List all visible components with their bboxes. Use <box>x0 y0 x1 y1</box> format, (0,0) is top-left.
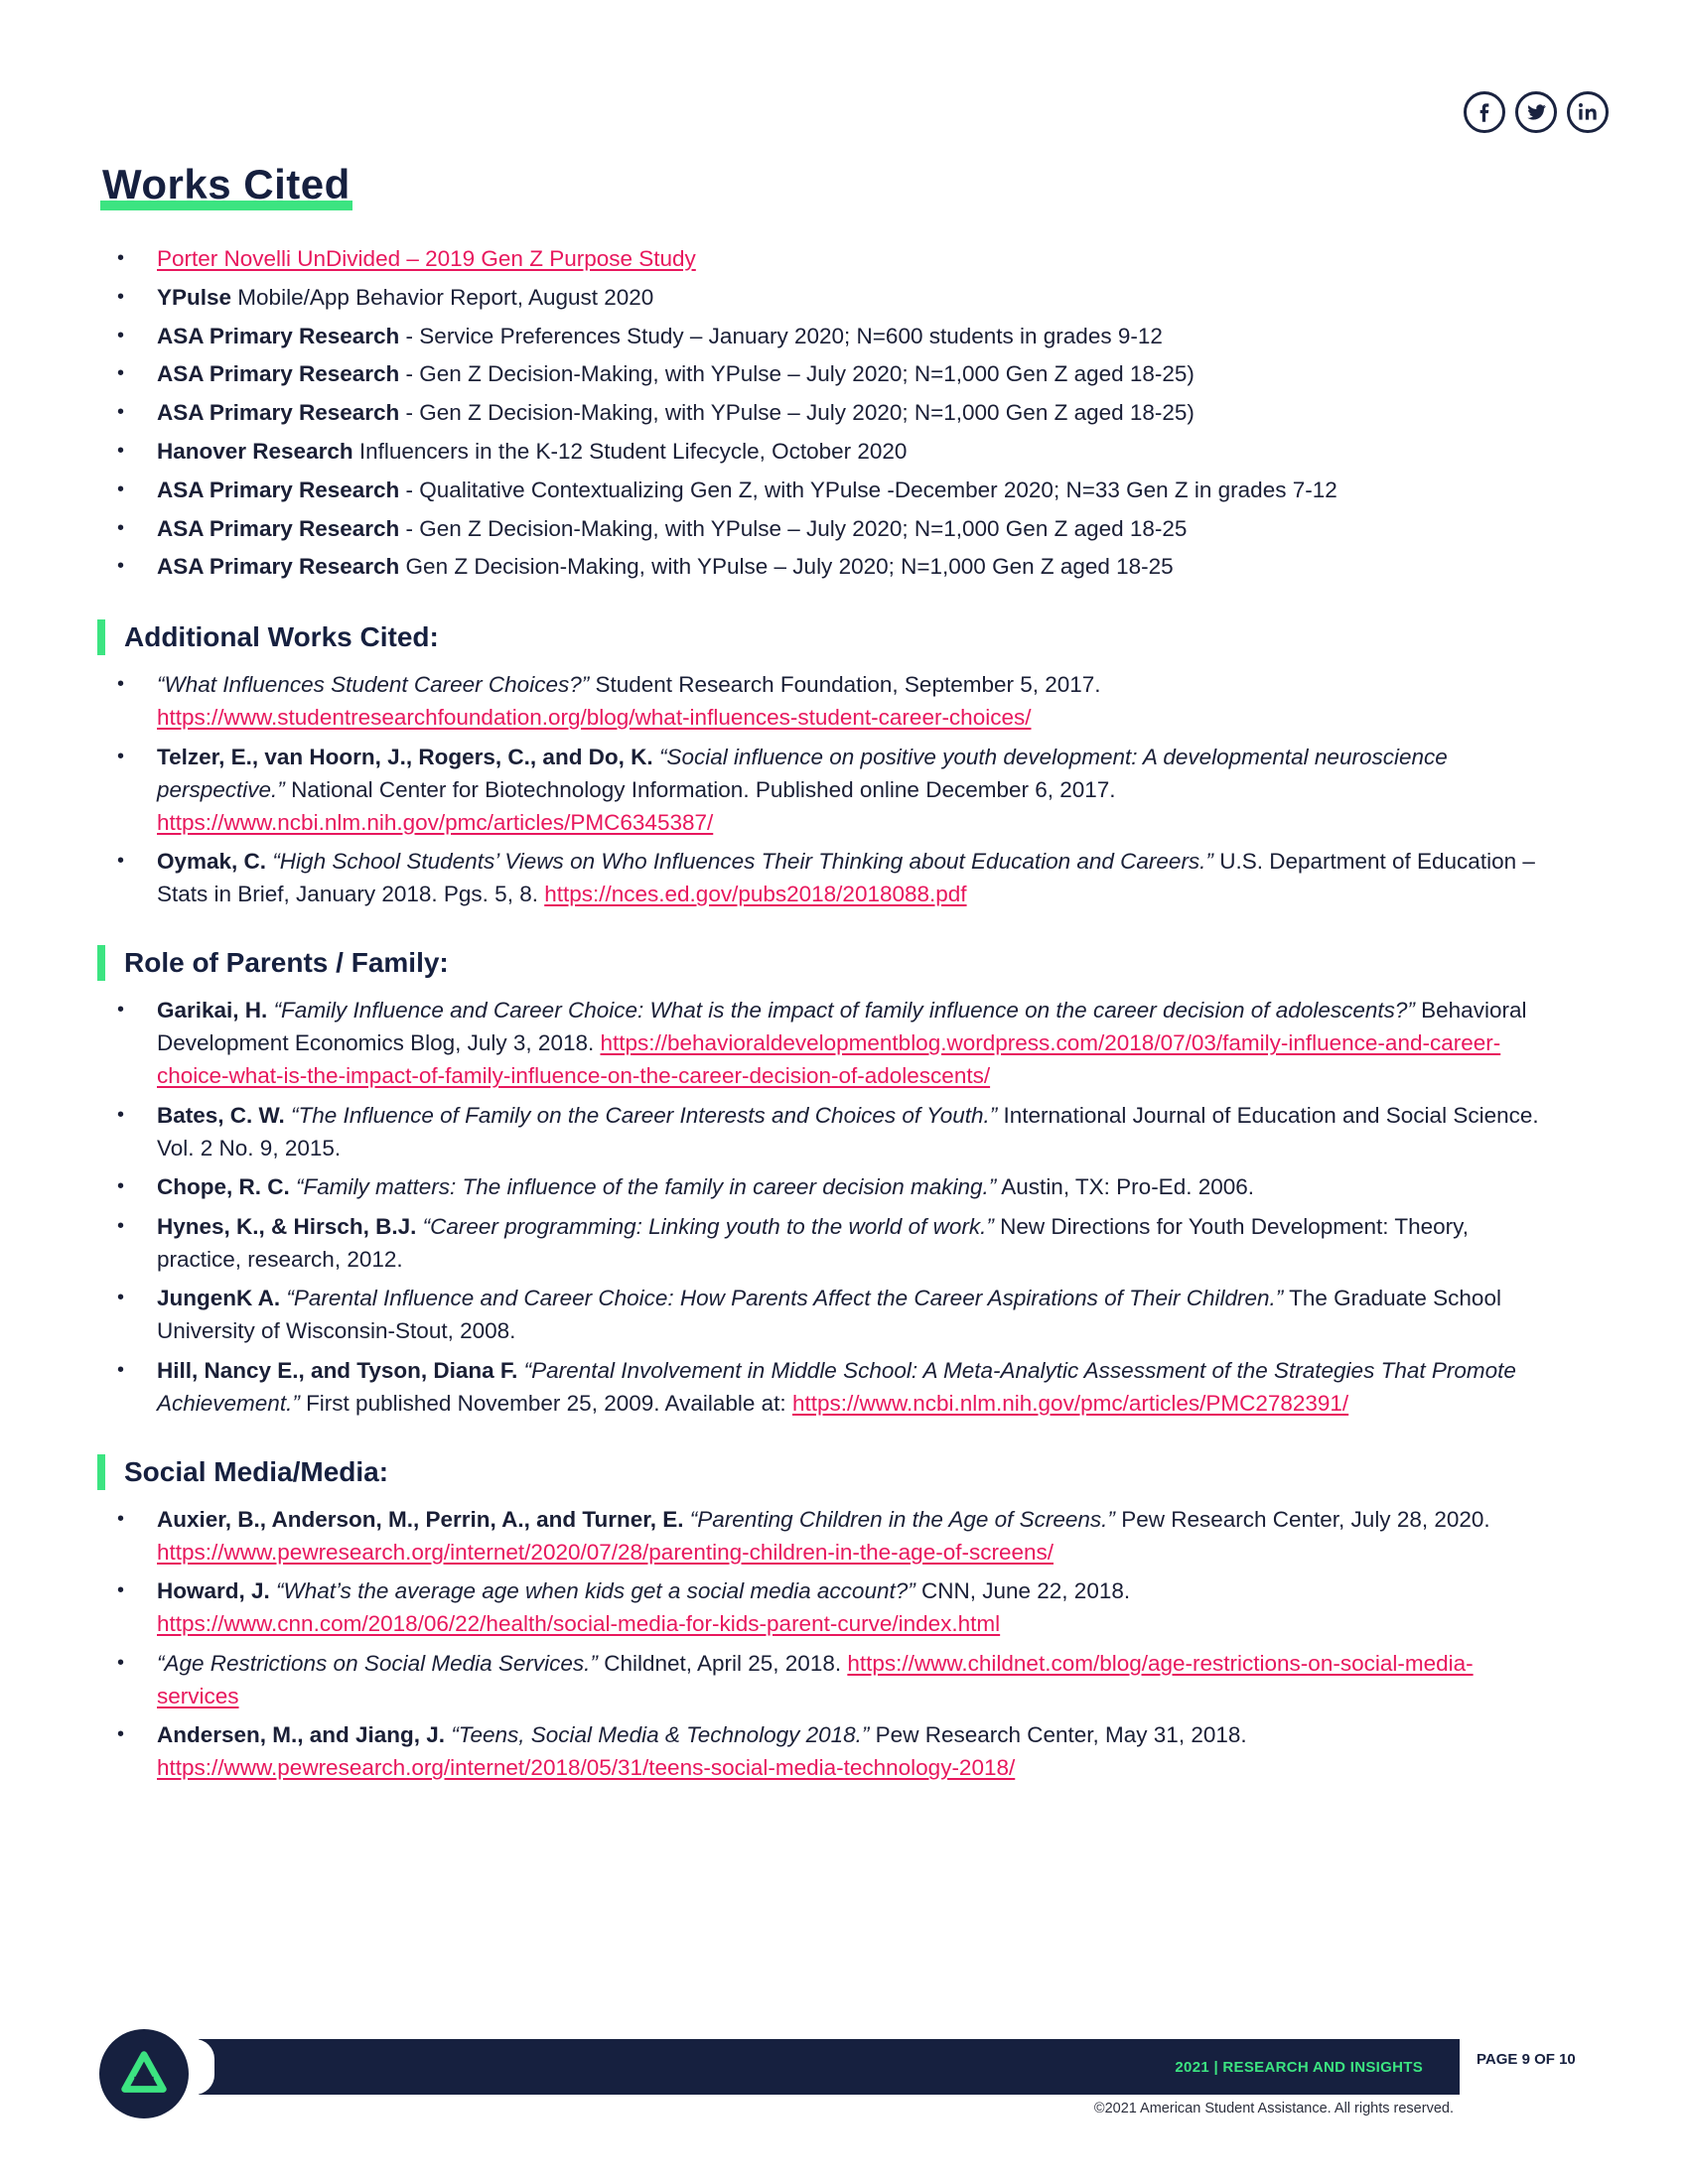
list-item <box>97 994 1547 1092</box>
main-citation-list <box>97 242 1547 583</box>
citation-text: - Gen Z Decision-Making, with YPulse – July 2020; N=1,000 Gen Z aged 18-25 <box>399 515 1188 541</box>
list-item <box>97 396 1547 429</box>
citation-text: National Center for Biotechnology Information. Published online December 6, 2017. <box>284 776 1116 802</box>
list-item <box>97 435 1547 468</box>
citation-list <box>97 1503 1547 1785</box>
citation-source: ASA Primary Research <box>157 323 400 348</box>
citation-title: “The Influence of Family on the Career Interests and Choices of Youth.” <box>291 1102 998 1128</box>
citation-title: “Age Restrictions on Social Media Services.” <box>157 1650 598 1676</box>
citation-text: CNN, June 22, 2018. <box>914 1578 1131 1604</box>
citation-text: Pew Research Center, May 31, 2018. <box>869 1722 1247 1748</box>
citation-link[interactable]: https://www.ncbi.nlm.nih.gov/pmc/articles/PMC6345387/ <box>157 809 714 835</box>
citation-source: ASA Primary Research <box>157 554 400 580</box>
citation-title: “Family matters: The influence of the family in career decision making.” <box>296 1174 997 1200</box>
citation-link[interactable]: https://nces.ed.gov/pubs2018/2018088.pdf <box>544 882 967 907</box>
list-item <box>97 668 1547 734</box>
section-social-media <box>97 1454 1547 1785</box>
citation-text: Influencers in the K-12 Student Lifecycle, October 2020 <box>352 438 908 464</box>
citation-link[interactable]: https://www.cnn.com/2018/06/22/health/social-media-for-kids-parent-curve/index.html <box>157 1611 1001 1637</box>
citation-text: The Graduate School University of Wisconsin-Stout, 2008. <box>157 1286 1501 1344</box>
section-heading: Additional Works Cited: <box>97 619 1547 655</box>
content <box>97 242 1547 1791</box>
facebook-icon[interactable] <box>1464 91 1505 133</box>
list-item <box>97 550 1547 583</box>
citation-link[interactable]: https://www.ncbi.nlm.nih.gov/pmc/articles/PMC2782391/ <box>791 1390 1349 1416</box>
page-title: Works Cited <box>100 161 352 210</box>
citation-title: “Family Influence and Career Choice: What is the impact of family influence on the career decision of adolescents?” <box>273 998 1415 1024</box>
list-item <box>97 1099 1547 1164</box>
list-item <box>97 741 1547 839</box>
copyright: ©2021 American Student Assistance. All rights reserved. <box>1093 2101 1454 2116</box>
citation-title: “What Influences Student Career Choices?” <box>157 672 590 698</box>
list-item <box>97 357 1547 390</box>
social-links <box>1464 91 1609 133</box>
citation-source: ASA Primary Research <box>157 477 400 502</box>
citation-source: YPulse <box>157 284 232 310</box>
citation-text: Mobile/App Behavior Report, August 2020 <box>231 284 654 310</box>
citation-text: - Service Preferences Study – January 2020; N=600 students in grades 9-12 <box>399 323 1163 348</box>
citation-text: Childnet, April 25, 2018. <box>597 1650 848 1676</box>
citation-authors: Howard, J. <box>157 1578 277 1604</box>
citation-link[interactable]: https://www.childnet.com/blog/age-restrictions-on-social-media-services <box>157 1650 1474 1708</box>
citation-title: “Social influence on positive youth development: A developmental neuroscience perspective.” <box>157 744 1448 802</box>
citation-text: First published November 25, 2009. Available at: <box>299 1390 792 1416</box>
list-item <box>97 1574 1547 1640</box>
section-additional-works <box>97 619 1547 910</box>
citation-link[interactable]: https://www.studentresearchfoundation.org/blog/what-influences-student-career-choices/ <box>157 705 1032 731</box>
list-item <box>97 845 1547 910</box>
list-item <box>97 1210 1547 1276</box>
citation-text: - Qualitative Contextualizing Gen Z, with YPulse -December 2020; N=33 Gen Z in grades 7-12 <box>399 477 1337 502</box>
citation-title: “Parental Influence and Career Choice: How Parents Affect the Career Aspirations of Their Children.” <box>286 1286 1284 1311</box>
page-number: PAGE 9 OF 10 <box>1477 2051 1576 2068</box>
list-item <box>97 474 1547 506</box>
citation-source: ASA Primary Research <box>157 400 400 426</box>
citation-text: Gen Z Decision-Making, with YPulse – July 2020; N=1,000 Gen Z aged 18-25 <box>399 554 1174 580</box>
linkedin-icon[interactable] <box>1567 91 1609 133</box>
logo-triangle-icon <box>115 2045 173 2103</box>
citation-source: Hanover Research <box>157 438 353 464</box>
citation-authors: Oymak, C. <box>157 849 273 875</box>
asa-logo <box>99 2029 189 2118</box>
list-item <box>97 1503 1547 1569</box>
list-item <box>97 242 1547 275</box>
citation-text: - Gen Z Decision-Making, with YPulse – July 2020; N=1,000 Gen Z aged 18-25) <box>399 361 1195 387</box>
citation-text: - Gen Z Decision-Making, with YPulse – July 2020; N=1,000 Gen Z aged 18-25) <box>399 400 1195 426</box>
citation-text: Student Research Foundation, September 5, 2017. <box>589 672 1101 698</box>
citation-authors: Telzer, E., van Hoorn, J., Rogers, C., and Do, K. <box>157 744 659 769</box>
citation-list <box>97 668 1547 910</box>
list-item <box>97 281 1547 314</box>
section-heading: Role of Parents / Family: <box>97 945 1547 981</box>
citation-link[interactable]: Porter Novelli UnDivided – 2019 Gen Z Purpose Study <box>157 246 696 271</box>
citation-link[interactable]: https://www.pewresearch.org/internet/2020/07/28/parenting-children-in-the-age-of-screens/ <box>157 1539 1054 1565</box>
citation-authors: Hill, Nancy E., and Tyson, Diana F. <box>157 1357 524 1383</box>
citation-authors: Auxier, B., Anderson, M., Perrin, A., and Turner, E. <box>157 1506 690 1532</box>
citation-title: “What’s the average age when kids get a social media account?” <box>276 1578 915 1604</box>
footer-tagline: 2021 | RESEARCH AND INSIGHTS <box>1175 2059 1423 2076</box>
citation-text: New Directions for Youth Development: Theory, practice, research, 2012. <box>157 1213 1470 1272</box>
list-item <box>97 1170 1547 1203</box>
citation-authors: Chope, R. C. <box>157 1174 296 1200</box>
citation-authors: Garikai, H. <box>157 998 274 1024</box>
list-item <box>97 1354 1547 1420</box>
list-item <box>97 320 1547 352</box>
citation-link[interactable]: https://www.pewresearch.org/internet/2018/05/31/teens-social-media-technology-2018/ <box>157 1755 1016 1781</box>
citation-source: ASA Primary Research <box>157 515 400 541</box>
citation-list <box>97 994 1547 1420</box>
citation-text: Behavioral Development Economics Blog, July 3, 2018. <box>157 998 1527 1056</box>
section-heading: Social Media/Media: <box>97 1454 1547 1490</box>
list-item <box>97 1647 1547 1712</box>
citation-text: Pew Research Center, July 28, 2020. <box>1114 1506 1490 1532</box>
citation-authors: JungenK A. <box>157 1286 287 1311</box>
citation-text: International Journal of Education and Social Science. Vol. 2 No. 9, 2015. <box>157 1102 1539 1160</box>
citation-authors: Andersen, M., and Jiang, J. <box>157 1722 452 1748</box>
citation-title: “Teens, Social Media & Technology 2018.” <box>451 1722 870 1748</box>
citation-title: “Parenting Children in the Age of Screens.” <box>689 1506 1115 1532</box>
citation-title: “Parental Involvement in Middle School: A Meta-Analytic Assessment of the Strategies That Promote Achievement.” <box>157 1357 1516 1416</box>
citation-title: “High School Students’ Views on Who Influences Their Thinking about Education and Careers.” <box>272 849 1213 875</box>
twitter-icon[interactable] <box>1515 91 1557 133</box>
citation-source: ASA Primary Research <box>157 361 400 387</box>
citation-text: U.S. Department of Education – Stats in Brief, January 2018. Pgs. 5, 8. <box>157 849 1535 907</box>
citation-authors: Bates, C. W. <box>157 1102 292 1128</box>
list-item <box>97 1718 1547 1784</box>
list-item <box>97 512 1547 545</box>
citation-link[interactable]: https://behavioraldevelopmentblog.wordpress.com/2018/07/03/family-influence-and-career-choice-what-is-the-impact-of-family-influence-on-the-career-decision-of-adolescents/ <box>157 1030 1501 1089</box>
section-role-of-parents <box>97 945 1547 1420</box>
citation-text: Austin, TX: Pro-Ed. 2006. <box>996 1174 1255 1200</box>
citation-authors: Hynes, K., & Hirsch, B.J. <box>157 1213 423 1239</box>
list-item <box>97 1282 1547 1347</box>
citation-title: “Career programming: Linking youth to the world of work.” <box>422 1213 994 1239</box>
